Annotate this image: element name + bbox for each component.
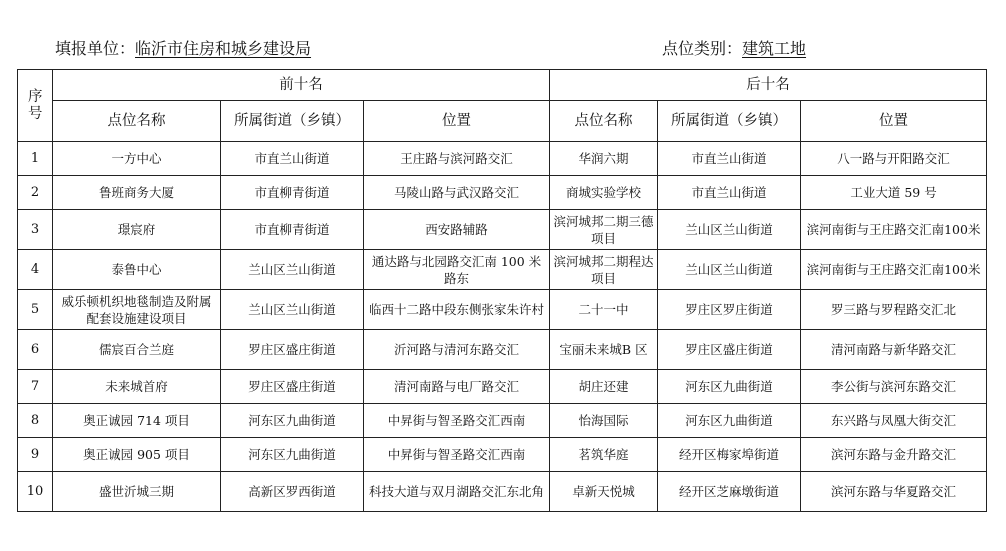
top-site-location: 中昇街与智圣路交汇西南 — [364, 438, 550, 472]
top-site-name: 儒宸百合兰庭 — [53, 330, 221, 370]
top-site-street: 罗庄区盛庄街道 — [221, 370, 364, 404]
top-ten-header: 前十名 — [53, 70, 550, 101]
col-header-bottom-street: 所属街道（乡镇） — [658, 101, 801, 142]
table-row — [18, 176, 987, 210]
row-number: 4 — [18, 250, 53, 290]
top-site-street: 河东区九曲街道 — [221, 438, 364, 472]
bottom-site-name: 怡海国际 — [550, 404, 658, 438]
bottom-site-location: 罗三路与罗程路交汇北 — [801, 290, 987, 330]
table-row — [18, 210, 987, 250]
bottom-site-location: 东兴路与凤凰大街交汇 — [801, 404, 987, 438]
top-site-name: 一方中心 — [53, 142, 221, 176]
table-row — [18, 438, 987, 472]
bottom-site-street: 罗庄区罗庄街道 — [658, 290, 801, 330]
top-site-street: 市直兰山街道 — [221, 142, 364, 176]
form-header — [0, 36, 1006, 60]
bottom-site-street: 河东区九曲街道 — [658, 404, 801, 438]
bottom-site-name: 滨河城邦二期三德项目 — [550, 210, 658, 250]
row-number: 7 — [18, 370, 53, 404]
top-site-name: 鲁班商务大厦 — [53, 176, 221, 210]
reporting-unit-label: 填报单位： — [55, 39, 136, 58]
top-site-location: 沂河路与清河东路交汇 — [364, 330, 550, 370]
top-site-street: 市直柳青街道 — [221, 176, 364, 210]
bottom-site-location: 李公街与滨河东路交汇 — [801, 370, 987, 404]
row-number: 2 — [18, 176, 53, 210]
top-site-location: 王庄路与滨河路交汇 — [364, 142, 550, 176]
bottom-site-name: 华润六期 — [550, 142, 658, 176]
bottom-site-street: 兰山区兰山街道 — [658, 210, 801, 250]
bottom-site-location: 工业大道 59 号 — [801, 176, 987, 210]
bottom-site-street: 市直兰山街道 — [658, 176, 801, 210]
bottom-site-street: 河东区九曲街道 — [658, 370, 801, 404]
bottom-site-name: 商城实验学校 — [550, 176, 658, 210]
row-number: 3 — [18, 210, 53, 250]
top-site-name: 璟宸府 — [53, 210, 221, 250]
bottom-site-location: 滨河南街与王庄路交汇南100米 — [801, 210, 987, 250]
bottom-site-name: 滨河城邦二期程达项目 — [550, 250, 658, 290]
top-site-location: 中昇街与智圣路交汇西南 — [364, 404, 550, 438]
bottom-site-street: 兰山区兰山街道 — [658, 250, 801, 290]
top-site-street: 兰山区兰山街道 — [221, 290, 364, 330]
top-site-street: 兰山区兰山街道 — [221, 250, 364, 290]
bottom-site-street: 经开区芝麻墩街道 — [658, 472, 801, 512]
top-site-location: 通达路与北园路交汇南 100 米路东 — [364, 250, 550, 290]
top-site-street: 罗庄区盛庄街道 — [221, 330, 364, 370]
seq-header: 序号 — [18, 70, 53, 142]
table-row — [18, 370, 987, 404]
bottom-ten-header: 后十名 — [550, 70, 987, 101]
top-site-street: 市直柳青街道 — [221, 210, 364, 250]
top-site-name: 未来城首府 — [53, 370, 221, 404]
top-site-street: 河东区九曲街道 — [221, 404, 364, 438]
table-row — [18, 290, 987, 330]
row-number: 5 — [18, 290, 53, 330]
row-number: 9 — [18, 438, 53, 472]
top-site-street: 高新区罗西街道 — [221, 472, 364, 512]
top-site-name: 奥正诚园 905 项目 — [53, 438, 221, 472]
bottom-site-name: 胡庄还建 — [550, 370, 658, 404]
table-row — [18, 330, 987, 370]
top-site-location: 清河南路与电厂路交汇 — [364, 370, 550, 404]
site-category — [662, 36, 806, 59]
site-category-label: 点位类别： — [662, 39, 743, 58]
col-header-top-street: 所属街道（乡镇） — [221, 101, 364, 142]
bottom-site-street: 罗庄区盛庄街道 — [658, 330, 801, 370]
bottom-site-location: 滨河东路与金升路交汇 — [801, 438, 987, 472]
top-site-name: 泰鲁中心 — [53, 250, 221, 290]
table-row — [18, 250, 987, 290]
row-number: 8 — [18, 404, 53, 438]
bottom-site-location: 清河南路与新华路交汇 — [801, 330, 987, 370]
bottom-site-location: 滨河南街与王庄路交汇南100米 — [801, 250, 987, 290]
bottom-site-name: 卓新天悦城 — [550, 472, 658, 512]
col-header-top-location: 位置 — [364, 101, 550, 142]
table-row — [18, 404, 987, 438]
top-site-location: 科技大道与双月湖路交汇东北角 — [364, 472, 550, 512]
top-site-name: 奥正诚园 714 项目 — [53, 404, 221, 438]
top-site-location: 马陵山路与武汉路交汇 — [364, 176, 550, 210]
bottom-site-street: 市直兰山街道 — [658, 142, 801, 176]
table-row — [18, 142, 987, 176]
top-site-name: 威乐顿机织地毯制造及附属配套设施建设项目 — [53, 290, 221, 330]
col-header-bottom-name: 点位名称 — [550, 101, 658, 142]
row-number: 1 — [18, 142, 53, 176]
reporting-unit-value: 临沂市住房和城乡建设局 — [135, 39, 312, 58]
row-number: 6 — [18, 330, 53, 370]
row-number: 10 — [18, 472, 53, 512]
bottom-site-name: 茗筑华庭 — [550, 438, 658, 472]
bottom-site-street: 经开区梅家埠街道 — [658, 438, 801, 472]
bottom-site-name: 二十一中 — [550, 290, 658, 330]
bottom-site-location: 滨河东路与华夏路交汇 — [801, 472, 987, 512]
bottom-site-location: 八一路与开阳路交汇 — [801, 142, 987, 176]
ranking-table — [17, 69, 987, 512]
table-row — [18, 472, 987, 512]
reporting-unit — [55, 36, 311, 59]
col-header-bottom-location: 位置 — [801, 101, 987, 142]
top-site-location: 临西十二路中段东侧张家朱许村 — [364, 290, 550, 330]
bottom-site-name: 宝丽未来城B 区 — [550, 330, 658, 370]
top-site-location: 西安路辅路 — [364, 210, 550, 250]
top-site-name: 盛世沂城三期 — [53, 472, 221, 512]
col-header-top-name: 点位名称 — [53, 101, 221, 142]
site-category-value: 建筑工地 — [742, 39, 807, 58]
